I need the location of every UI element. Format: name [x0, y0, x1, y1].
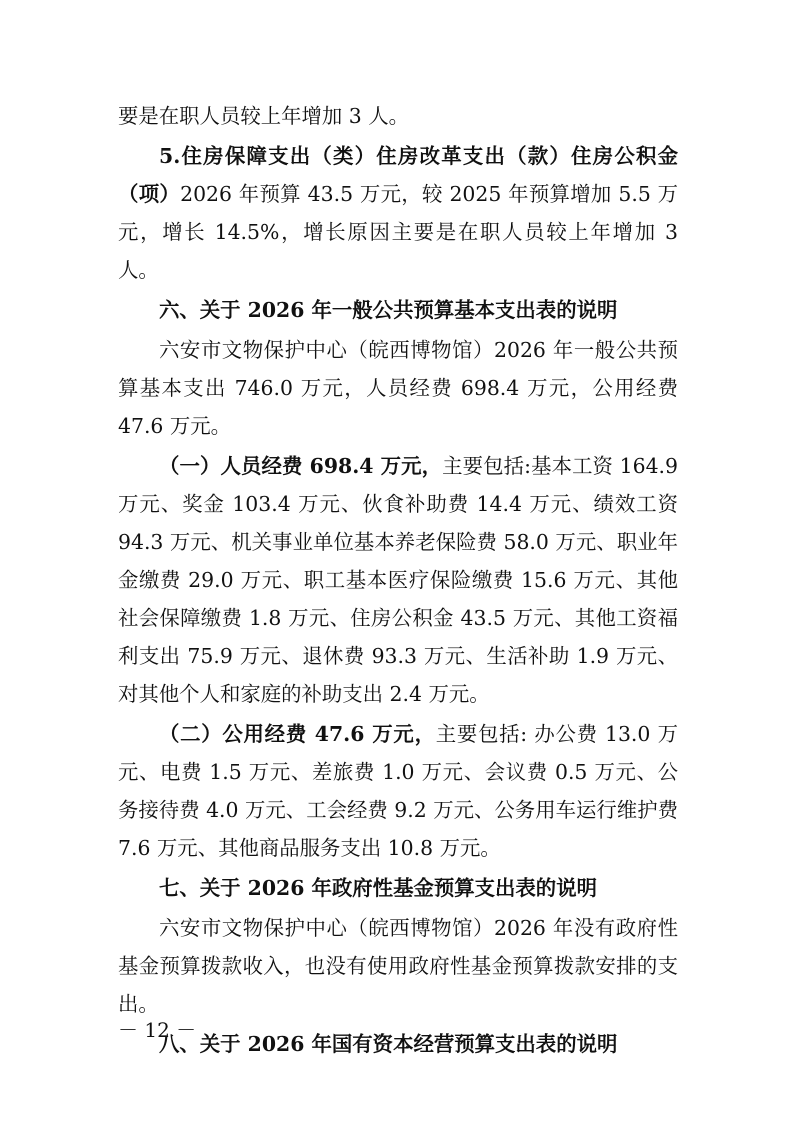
- subheading-public-expense: （二）公用经费 47.6 万元，: [159, 722, 436, 746]
- paragraph-basic-expenditure: 六安市文物保护中心（皖西博物馆）2026 年一般公共预算基本支出 746.0 万元，人员经费 698.4 万元，公用经费 47.6 万元。: [118, 338, 678, 438]
- paragraph-personnel-expense: [118, 447, 678, 713]
- text-public-expense: 主要包括: 办公费 13.0 万元、电费 1.5 万元、差旅费 1.0 万元、会议费 0.5 万元、公务接待费 4.0 万元、工会经费 9.2 万元、公务用车运行维护费 7.6 万元、其他商品服务支出 10.8 万元。: [118, 722, 679, 860]
- section-heading-8: 八、关于 2026 年国有资本经营预算支出表的说明: [159, 1032, 618, 1056]
- section-heading-6: 六、关于 2026 年一般公共预算基本支出表的说明: [159, 298, 618, 322]
- paragraph-housing-fund: [118, 137, 678, 289]
- item-text-housing-fund: 2026 年预算 43.5 万元，较 2025 年预算增加 5.5 万元，增长 14.5%，增长原因主要是在职人员较上年增加 3 人。: [118, 182, 679, 282]
- page-number: － 12 －: [118, 1018, 197, 1042]
- subheading-personnel-expense: （一）人员经费 698.4 万元，: [159, 454, 443, 478]
- paragraph-continuation: 要是在职人员较上年增加 3 人。: [118, 104, 410, 128]
- item-heading-housing-fund: 5.住房保障支出（类）住房改革支出（款）住房公积金（项）: [118, 144, 678, 206]
- section-heading-7: 七、关于 2026 年政府性基金预算支出表的说明: [159, 876, 597, 900]
- document-body: [118, 97, 678, 1065]
- paragraph-public-expense: [118, 715, 678, 867]
- paragraph-government-fund: 六安市文物保护中心（皖西博物馆）2026 年没有政府性基金预算拨款收入，也没有使用政府性基金预算拨款安排的支出。: [118, 916, 678, 1016]
- text-personnel-expense: 主要包括:基本工资 164.9 万元、奖金 103.4 万元、伙食补助费 14.4 万元、绩效工资 94.3 万元、机关事业单位基本养老保险费 58.0 万元、职业年金缴费 29.0 万元、职工基本医疗保险缴费 15.6 万元、其他社会保障缴费 1.8 万元、住房公积金 43.5 万元、其他工资福利支出 75.9 万元、退休费 93.3 万元、生活补助 1.9 万元、对其他个人和家庭的补助支出 2.4 万元。: [118, 454, 679, 706]
